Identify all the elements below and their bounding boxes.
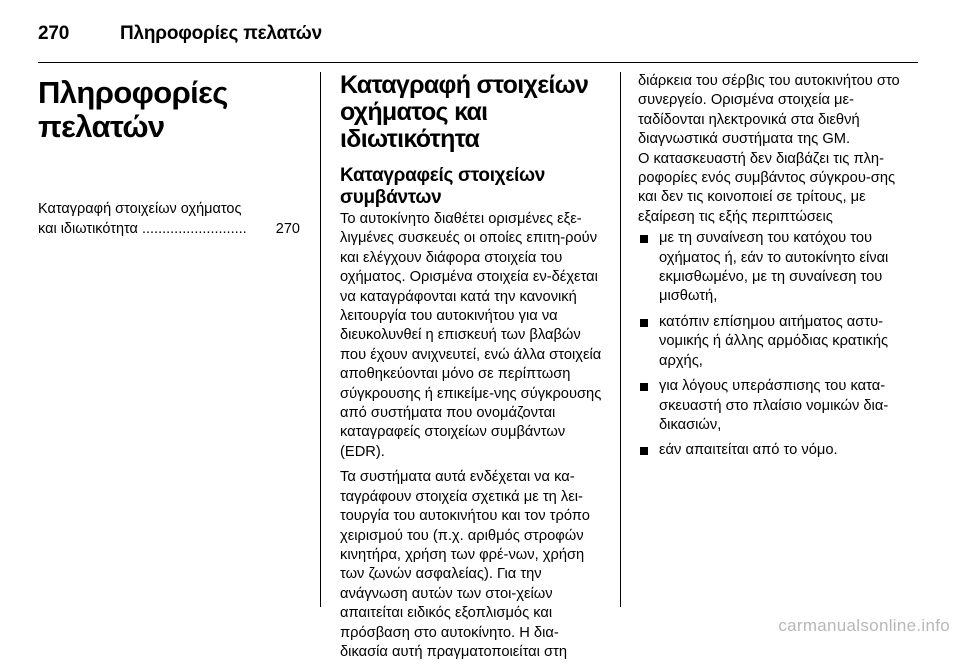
chapter-title-line2: πελατών xyxy=(38,109,165,144)
page-number: 270 xyxy=(38,23,70,44)
running-chapter-title: Πληροφορίες πελατών xyxy=(120,23,323,44)
list-item xyxy=(638,441,912,460)
watermark: carmanualsonline.info xyxy=(778,616,950,635)
paragraph-edr-data: Τα συστήματα αυτά ενδέχεται να κα-ταγράφουν στοιχεία σχετικά με τη λει-τουργία του αυτοκινήτου και τον τρόπο χειρισμού του (π.χ. αριθμός στροφών κινητήρα, χρήση των φρέ-νων, χρήση των ζωνών ασφαλείας). Για την ανάγνωση αυτών των στοι-χείων απαιτείται ειδικός εξοπλισμός και πρόσβαση στο αυτοκίνητο. Η δια-δικασία αυτή πραγματοποιείται στη xyxy=(340,469,590,660)
page-header xyxy=(38,14,322,54)
list-item-text: με τη συναίνεση του κατόχου του οχήματος ή, εάν το αυτοκίνητο είναι εκμισθωμένο, με τη συναίνεση του μισθωτή, xyxy=(659,230,889,305)
list-item-text: για λόγους υπεράσπισης του κατα-σκευαστή στο πλαίσιο νομικών δια-δικασιών, xyxy=(659,378,889,433)
column-divider-right xyxy=(620,72,621,607)
square-bullet-icon xyxy=(640,447,648,455)
paragraph-edr-intro: Το αυτοκίνητο διαθέτει ορισμένες εξε-λιγμένες συσκευές οι οποίες επιτη-ρούν και ελέγχουν διάφορα στοιχεία του οχήματος. Ορισμένα στοιχεία εν-δέχεται να καταγράφονται κατά την κανονική λειτουργία του αυτοκινήτου για να διευκολυνθεί η επισκευή των βλαβών που έχουν ανιχνευτεί, ενώ άλλα στοιχεία αποθηκεύονται μόνο σε περίπτωση σύγκρουσης ή επικείμε-νης σύγκρουσης από συστήματα που ονομάζονται καταγραφείς στοιχείων συμβάντων (EDR). xyxy=(340,211,602,460)
section-title-line2: οχήματος και ιδιωτικότητα xyxy=(340,98,488,153)
list-item-text: κατόπιν επίσημου αιτήματος αστυ-νομικής ή άλλης αρμόδιας κρατικής αρχής, xyxy=(659,313,889,369)
toc-entry-line1: Καταγραφή στοιχείων οχήματος xyxy=(38,201,242,217)
toc-entry[interactable] xyxy=(38,199,300,239)
subsection-title-line2: συμβάντων xyxy=(340,187,442,208)
column-divider-left xyxy=(320,72,321,607)
subsection-title-line1: Καταγραφείς στοιχείων xyxy=(340,165,546,186)
right-column xyxy=(638,72,912,467)
left-column xyxy=(38,72,300,239)
toc-dots: .......................... xyxy=(141,221,247,237)
header-rule xyxy=(38,62,918,63)
section-title xyxy=(340,72,605,153)
square-bullet-icon xyxy=(640,319,648,327)
toc-entry-line2 xyxy=(38,219,300,239)
square-bullet-icon xyxy=(640,383,648,391)
toc-entry-text: και ιδιωτικότητα xyxy=(38,221,138,237)
list-item xyxy=(638,313,912,371)
subsection-title xyxy=(340,165,605,209)
list-item xyxy=(638,377,912,435)
paragraph-manufacturer: Ο κατασκευαστή δεν διαβάζει τις πλη-ροφορίες ενός συμβάντος σύγκρου-σης και δεν τις κοινοποιεί σε τρίτους, με εξαίρεση τις εξής περιπτώσεις xyxy=(638,150,896,225)
chapter-title-line1: Πληροφορίες xyxy=(38,75,228,110)
chapter-title xyxy=(38,76,300,144)
paragraph-service: διάρκεια του σέρβις του αυτοκινήτου στο συνεργείο. Ορισμένα στοιχεία με-ταδίδονται ηλεκτρονικά στα διεθνή διαγνωστικά συστήματα της GM. xyxy=(638,73,900,148)
list-item-text: εάν απαιτείται από το νόμο. xyxy=(659,442,838,459)
toc-page: 270 xyxy=(275,221,300,237)
section-title-line1: Καταγραφή στοιχείων xyxy=(340,71,589,99)
conditions-list xyxy=(638,229,912,460)
list-item xyxy=(638,229,912,307)
middle-column xyxy=(340,72,605,668)
square-bullet-icon xyxy=(640,235,648,243)
